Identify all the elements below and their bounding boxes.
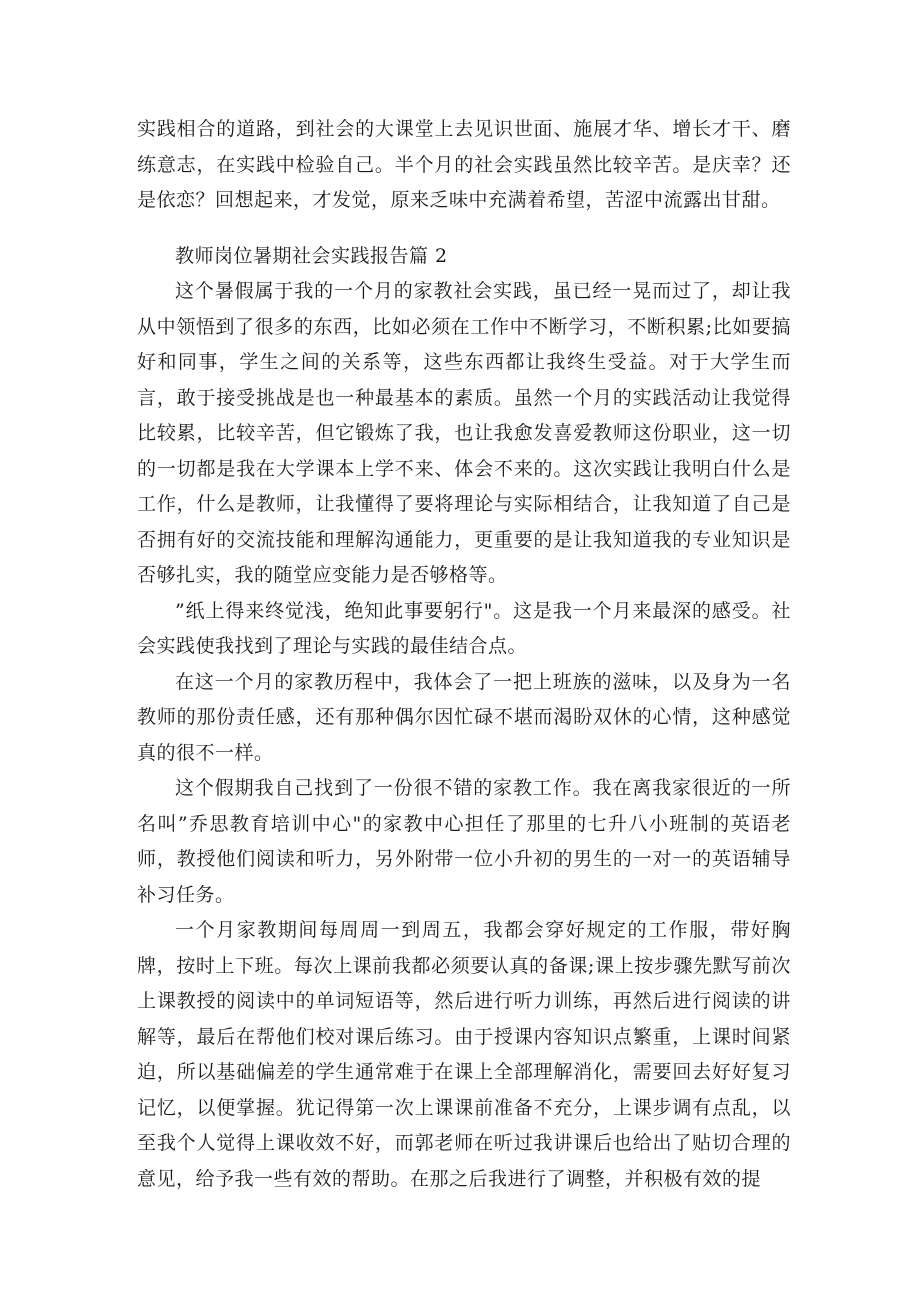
body-paragraph: 一个月家教期间每周周一到周五，我都会穿好规定的工作服，带好胸牌，按时上下班。每次上课前我都必须要认真的备课;课上按步骤先默写前次上课教授的阅读中的单词短语等，然后进行听力训练，再然后进行阅读的讲解等，最后在帮他们校对课后练习。由于授课内容知识点繁重，上课时间紧迫，所以基础偏差的学生通常难于在课上全部理解消化，需要回去好好复习记忆，以便掌握。犹记得第一次上课课前准备不充分，上课步调有点乱，以至我个人觉得上课收效不好，而郭老师在听过我讲课后也给出了贴切合理的意见，给予我一些有效的帮助。在那之后我进行了调整，并积极有效的提 bbox=[137, 919, 791, 1190]
body-paragraph: 这个暑假属于我的一个月的家教社会实践，虽已经一晃而过了，却让我从中领悟到了很多的东西，比如必须在工作中不断学习，不断积累;比如要搞好和同事，学生之间的关系等，这些东西都让我终生受益。对于大学生而言，敢于接受挑战是也一种最基本的素质。虽然一个月的实践活动让我觉得比较累，比较辛苦，但它锻炼了我，也让我愈发喜爱教师这份职业，这一切的一切都是我在大学课本上学不来、体会不来的。这次实践让我明白什么是工作，什么是教师，让我懂得了要将理论与实际相结合，让我知道了自己是否拥有好的交流技能和理解沟通能力，更重要的是让我知道我的专业知识是否够扎实，我的随堂应变能力是否够格等。 bbox=[137, 280, 791, 586]
section-heading: 教师岗位暑期社会实践报告篇 2 bbox=[175, 244, 448, 267]
continuation-paragraph: 实践相合的道路，到社会的大课堂上去见识世面、施展才华、增长才干、磨练意志，在实践中检验自己。半个月的社会实践虽然比较辛苦。是庆幸？还是依恋？回想起来，才发觉，原来乏味中充满着希望，苦涩中流露出甘甜。 bbox=[137, 118, 791, 211]
document-body bbox=[137, 112, 791, 1197]
body-paragraph: 这个假期我自己找到了一份很不错的家教工作。我在离我家很近的一所名叫”乔思教育培训中心"的家教中心担任了那里的七升八小班制的英语老师，教授他们阅读和听力，另外附带一位小升初的男生的一对一的英语辅导补习任务。 bbox=[137, 777, 791, 906]
body-paragraph: 在这一个月的家教历程中，我体会了一把上班族的滋味，以及身为一名教师的那份责任感，还有那种偶尔因忙碌不堪而渴盼双休的心情，这种感觉真的很不一样。 bbox=[137, 670, 791, 764]
body-paragraph: ”纸上得来终觉浅，绝知此事要躬行"。这是我一个月来最深的感受。社会实践使我找到了理论与实践的最佳结合点。 bbox=[137, 599, 791, 657]
